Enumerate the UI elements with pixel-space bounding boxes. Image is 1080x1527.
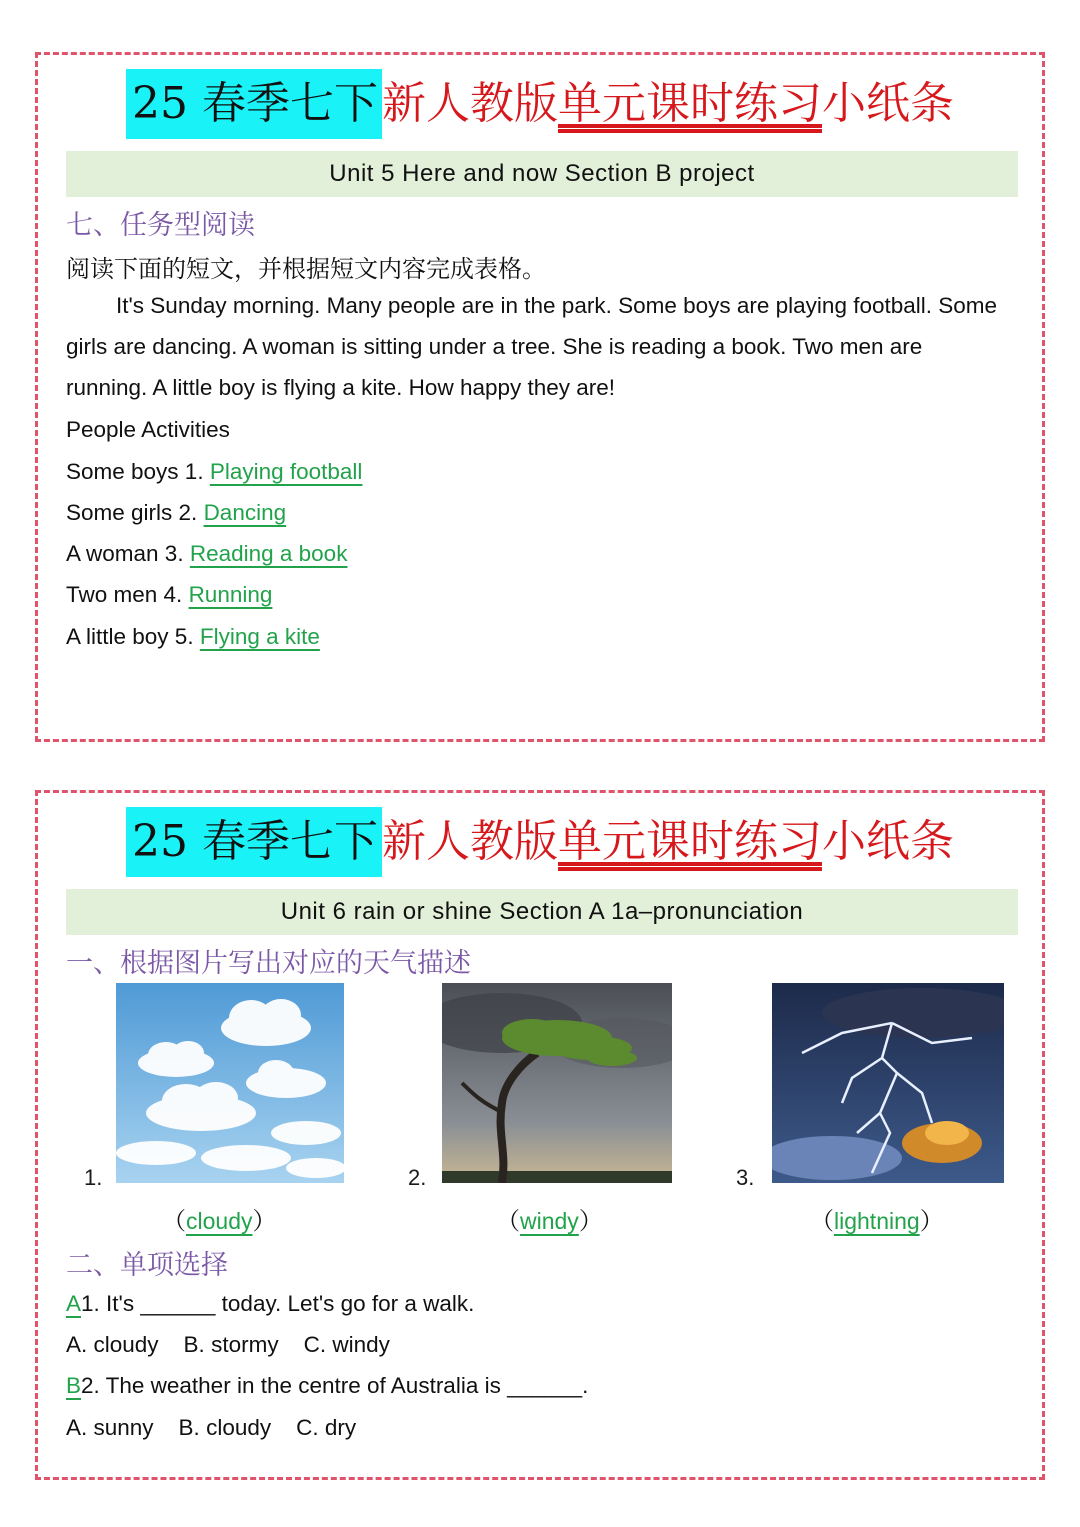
section-heading-reading: 七、任务型阅读 (66, 210, 255, 241)
card-title (38, 807, 1042, 877)
table-header: People Activities (66, 417, 230, 442)
table-row: Some boys 1. Playing football (66, 459, 363, 484)
exercise-card-unit5 (35, 52, 1045, 742)
instruction: 阅读下面的短文，并根据短文内容完成表格。 (66, 255, 546, 283)
question: A1. It's ______ today. Let's go for a walk. (66, 1291, 475, 1316)
title-highlight: 25 春季七下 (126, 807, 382, 877)
title-red: 新人教版单元课时练习小纸条 (381, 816, 954, 867)
section-heading-pictures: 一、根据图片写出对应的天气描述 (66, 948, 471, 979)
answer-parenthesis: （cloudy） (162, 1207, 277, 1235)
picture-number: 2. (408, 1165, 427, 1190)
answer-parenthesis: （windy） (496, 1207, 603, 1235)
question: B2. The weather in the centre of Australia is ______. (66, 1373, 589, 1398)
question-options: A. cloudy B. stormy C. windy (66, 1332, 390, 1357)
unit-heading: Unit 5 Here and now Section B project (66, 151, 1018, 197)
reading-passage: It's Sunday morning. Many people are in the park. Some boys are playing football. Some girls are dancing. A woman is sitting under a tree. She is reading a book. Two men are running. A little boy is flying a kite. How happy they are! (66, 293, 998, 400)
exercise-card-unit6 (35, 790, 1045, 1480)
picture-number: 3. (736, 1165, 755, 1190)
picture-number: 1. (84, 1165, 103, 1190)
question-options: A. sunny B. cloudy C. dry (66, 1415, 357, 1440)
title-red: 新人教版单元课时练习小纸条 (381, 78, 954, 129)
table-row: Two men 4. Running (66, 582, 273, 607)
card-title (38, 69, 1042, 139)
cloudy-sky-icon (116, 983, 344, 1183)
table-row: A little boy 5. Flying a kite (66, 624, 320, 649)
answer-parenthesis: （lightning） (810, 1207, 944, 1235)
table-row: A woman 3. Reading a book (66, 541, 348, 566)
unit-heading: Unit 6 rain or shine Section A 1a–pronunciation (66, 889, 1018, 935)
title-highlight: 25 春季七下 (126, 69, 382, 139)
table-row: Some girls 2. Dancing (66, 500, 287, 525)
lightning-icon (772, 983, 1004, 1183)
section-heading-choice: 二、单项选择 (66, 1250, 228, 1281)
windy-tree-icon (442, 983, 672, 1183)
